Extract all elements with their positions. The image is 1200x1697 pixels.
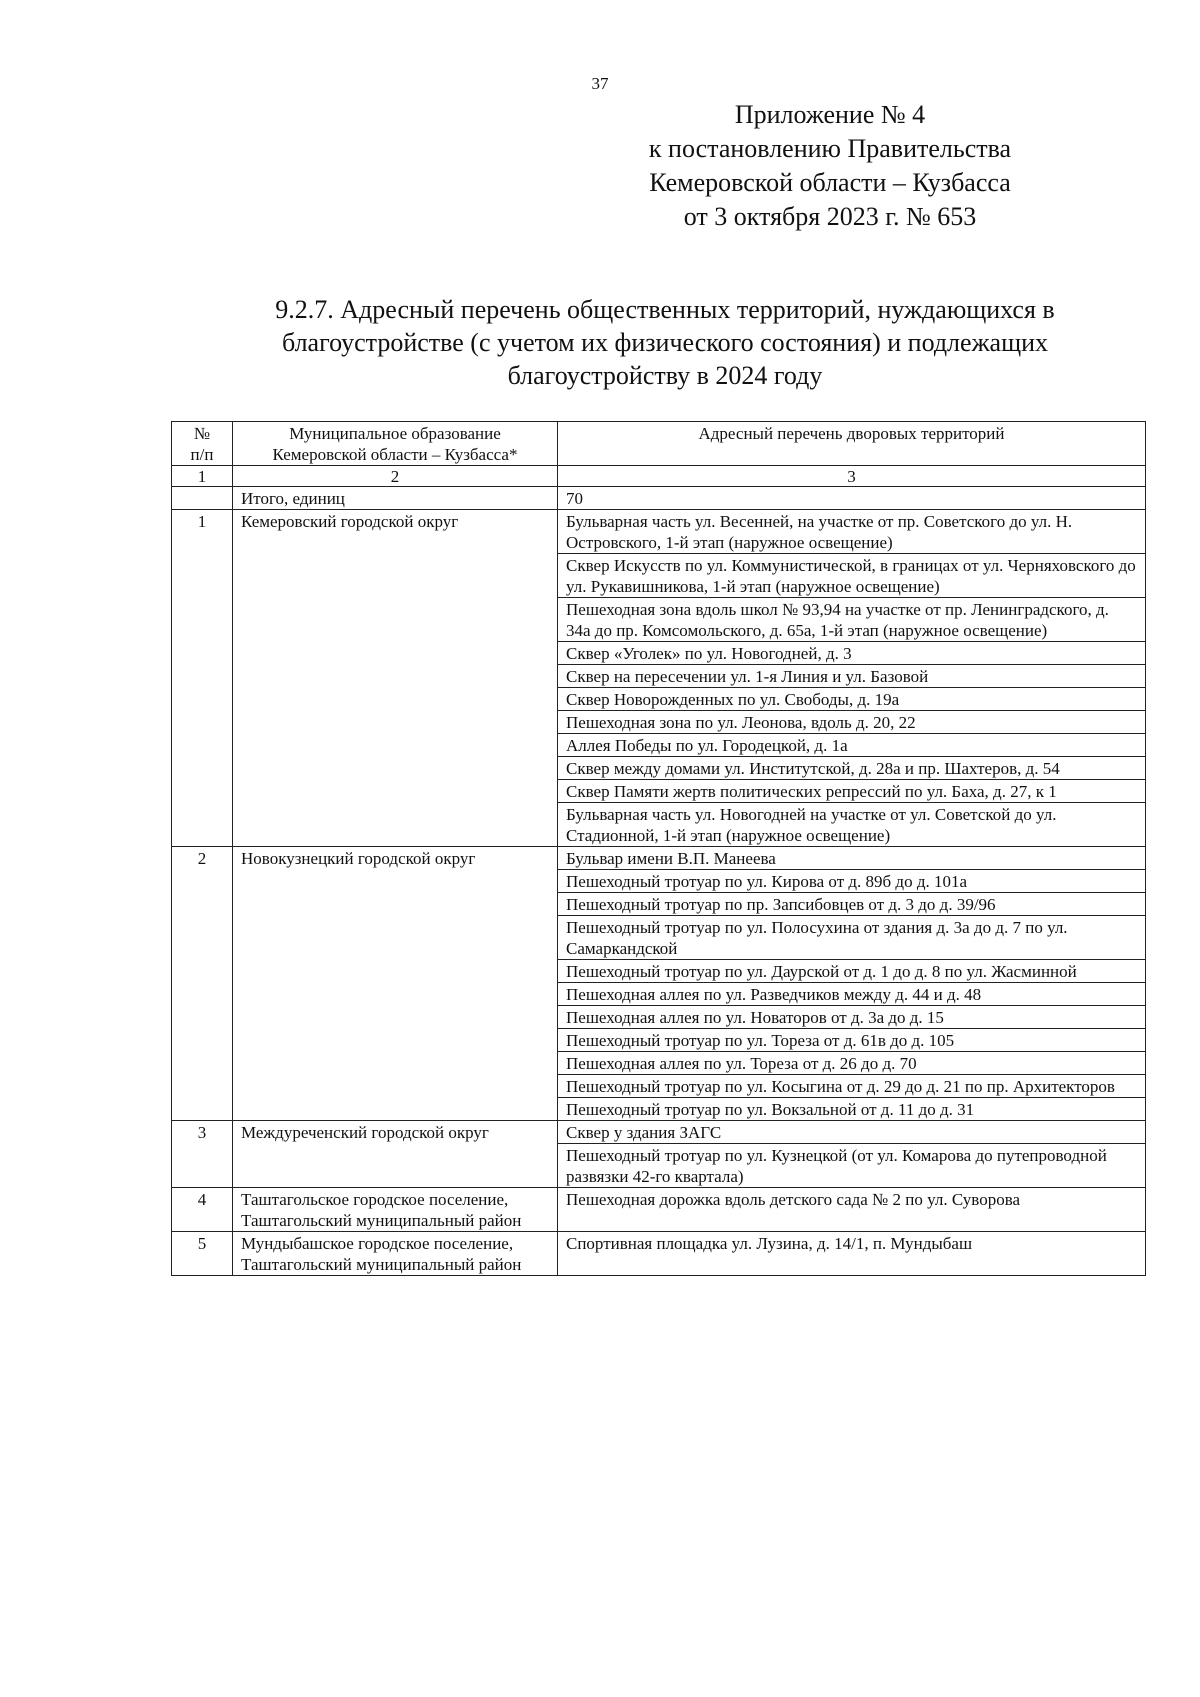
- appendix-block: [580, 98, 1080, 234]
- table-row: [172, 1188, 1146, 1232]
- address-cell: Пешеходный тротуар по ул. Косыгина от д. 29 до д. 21 по пр. Архитекторов: [558, 1075, 1146, 1098]
- heading-line: 9.2.7. Адресный перечень общественных территорий, нуждающихся в: [275, 295, 1055, 324]
- address-cell: Пешеходный тротуар по ул. Даурской от д. 1 до д. 8 по ул. Жасминной: [558, 960, 1146, 983]
- address-cell: Аллея Победы по ул. Городецкой, д. 1а: [558, 734, 1146, 757]
- address-cell: Пешеходная зона по ул. Леонова, вдоль д. 20, 22: [558, 711, 1146, 734]
- address-cell: Пешеходный тротуар по пр. Запсибовцев от д. 3 до д. 39/96: [558, 893, 1146, 916]
- address-cell: Пешеходная дорожка вдоль детского сада № 2 по ул. Суворова: [558, 1188, 1146, 1232]
- table-row: [172, 1232, 1146, 1276]
- address-cell: Бульвар имени В.П. Манеева: [558, 847, 1146, 870]
- row-number: 5: [172, 1232, 233, 1276]
- address-cell: Сквер «Уголек» по ул. Новогодней, д. 3: [558, 642, 1146, 665]
- address-cell: Пешеходный тротуар по ул. Кирова от д. 89б до д. 101а: [558, 870, 1146, 893]
- address-cell: Бульварная часть ул. Новогодней на участке от ул. Советской до ул. Стадионной, 1-й этап (наружное освещение): [558, 803, 1146, 847]
- table-row: [172, 1121, 1146, 1144]
- column-number: 3: [558, 466, 1146, 487]
- header-municipality-line: Муниципальное образование: [289, 424, 501, 443]
- table-row: [172, 510, 1146, 554]
- appendix-line: к постановлению Правительства: [648, 134, 1012, 163]
- address-cell: Пешеходный тротуар по ул. Тореза от д. 61в до д. 105: [558, 1029, 1146, 1052]
- municipality-cell: Междуреченский городской округ: [233, 1121, 558, 1188]
- address-cell: Сквер Искусств по ул. Коммунистической, в границах от ул. Черняховского до ул. Рукавишникова, 1-й этап (наружное освещение): [558, 554, 1146, 598]
- row-number: 1: [172, 510, 233, 847]
- territory-table: [171, 421, 1146, 1276]
- appendix-line: от 3 октября 2023 г. № 653: [683, 202, 977, 231]
- document-heading: [200, 293, 1130, 392]
- column-numbers-row: [172, 466, 1146, 487]
- header-municipality: [233, 422, 558, 466]
- address-cell: Пешеходная аллея по ул. Тореза от д. 26 до д. 70: [558, 1052, 1146, 1075]
- address-cell: Пешеходный тротуар по ул. Вокзальной от д. 11 до д. 31: [558, 1098, 1146, 1121]
- total-label: Итого, единиц: [233, 487, 558, 510]
- heading-line: благоустройству в 2024 году: [507, 361, 823, 390]
- table-header-row: [172, 422, 1146, 466]
- address-cell: Пешеходная аллея по ул. Новаторов от д. 3а до д. 15: [558, 1006, 1146, 1029]
- header-municipality-line: Кемеровской области – Кузбасса*: [272, 445, 518, 464]
- appendix-line: Кемеровской области – Кузбасса: [649, 168, 1011, 197]
- row-number: 4: [172, 1188, 233, 1232]
- column-number: 2: [233, 466, 558, 487]
- address-cell: Пешеходная аллея по ул. Разведчиков между д. 44 и д. 48: [558, 983, 1146, 1006]
- address-cell: Сквер Памяти жертв политических репрессий по ул. Баха, д. 27, к 1: [558, 780, 1146, 803]
- address-cell: Пешеходная зона вдоль школ № 93,94 на участке от пр. Ленинградского, д. 34а до пр. Комсомольского, д. 65а, 1-й этап (наружное освещение): [558, 598, 1146, 642]
- row-number: 3: [172, 1121, 233, 1188]
- address-cell: Сквер на пересечении ул. 1-я Линия и ул. Базовой: [558, 665, 1146, 688]
- address-cell: Пешеходный тротуар по ул. Кузнецкой (от ул. Комарова до путепроводной развязки 42-го квартала): [558, 1144, 1146, 1188]
- municipality-cell: Новокузнецкий городской округ: [233, 847, 558, 1121]
- header-number-line: п/п: [190, 445, 214, 464]
- heading-line: благоустройстве (с учетом их физического состояния) и подлежащих: [281, 328, 1049, 357]
- address-cell: Бульварная часть ул. Весенней, на участке от пр. Советского до ул. Н. Островского, 1-й этап (наружное освещение): [558, 510, 1146, 554]
- row-number: 2: [172, 847, 233, 1121]
- header-number: [172, 422, 233, 466]
- column-number: 1: [172, 466, 233, 487]
- municipality-cell: Кемеровский городской округ: [233, 510, 558, 847]
- total-value: 70: [558, 487, 1146, 510]
- municipality-cell: Таштагольское городское поселение, Таштагольский муниципальный район: [233, 1188, 558, 1232]
- address-cell: Сквер у здания ЗАГС: [558, 1121, 1146, 1144]
- municipality-cell: Мундыбашское городское поселение, Таштагольский муниципальный район: [233, 1232, 558, 1276]
- address-cell: Сквер Новорожденных по ул. Свободы, д. 19а: [558, 688, 1146, 711]
- address-cell: Спортивная площадка ул. Лузина, д. 14/1, п. Мундыбаш: [558, 1232, 1146, 1276]
- total-empty-cell: [172, 487, 233, 510]
- address-cell: Пешеходный тротуар по ул. Полосухина от здания д. 3а до д. 7 по ул. Самаркандской: [558, 916, 1146, 960]
- table-row: [172, 847, 1146, 870]
- page-number: 37: [591, 74, 609, 93]
- address-cell: Сквер между домами ул. Институтской, д. 28а и пр. Шахтеров, д. 54: [558, 757, 1146, 780]
- appendix-line: Приложение № 4: [734, 100, 926, 129]
- header-addresses: Адресный перечень дворовых территорий: [558, 422, 1146, 466]
- header-number-line: №: [193, 424, 211, 443]
- total-row: [172, 487, 1146, 510]
